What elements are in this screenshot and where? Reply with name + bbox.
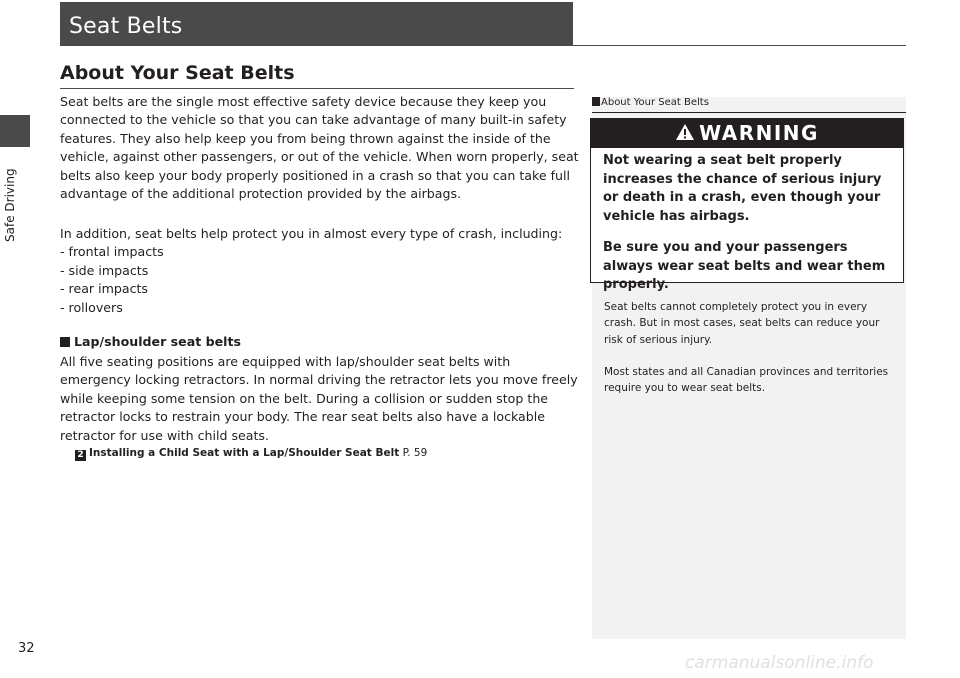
section-title: About Your Seat Belts — [60, 62, 295, 84]
warning-box — [590, 118, 904, 292]
chapter-title-bar — [60, 2, 573, 46]
watermark: carmanualsonline.info — [685, 653, 874, 673]
note-marker-icon — [592, 97, 600, 106]
paragraph-crash-types — [60, 225, 580, 317]
sidebar-header — [592, 97, 906, 108]
list-item: - frontal impacts — [60, 244, 164, 260]
warning-text-2: Be sure you and your passengers always wear seat belts and wear them properly. — [603, 240, 886, 292]
warning-text-1: Not wearing a seat belt properly increases the chance of serious injury or death in a crash, even though your vehicle has airbags. — [603, 153, 882, 224]
warning-word: WARNING — [699, 121, 819, 145]
warning-triangle-icon — [675, 123, 695, 145]
section-rule — [60, 88, 574, 89]
sidebar-header-text: About Your Seat Belts — [601, 97, 709, 108]
xref-page: P. 59 — [402, 447, 428, 459]
reference-arrow-icon: 2 — [75, 450, 86, 461]
xref-label[interactable]: Installing a Child Seat with a Lap/Shoulder Seat Belt — [89, 447, 400, 459]
list-item: - rear impacts — [60, 281, 148, 297]
paragraph-intro: Seat belts are the single most effective safety device because they keep you connected to the vehicle so that you can take advantage of many built-in safety features. They also help keep you from being thrown against the inside of the vehicle, against other passengers, or out of the vehicle. When worn properly, seat belts also keep your body properly positioned in a crash so that you can take full advantage of the additional protection provided by the airbags. — [60, 94, 579, 202]
sidebar-note-1: Seat belts cannot completely protect you in every crash. But in most cases, seat belts can reduce your risk of serious injury. — [604, 301, 880, 346]
subheading — [60, 334, 241, 349]
chapter-side-tab — [0, 115, 30, 147]
square-bullet-icon — [60, 337, 70, 347]
chapter-title: Seat Belts — [69, 14, 183, 39]
list-item: - side impacts — [60, 262, 149, 278]
cross-reference-link[interactable] — [75, 447, 427, 461]
sidebar-header-rule — [592, 112, 906, 113]
chapter-rule — [573, 45, 906, 46]
page-number: 32 — [18, 641, 35, 656]
side-tab-label: Safe Driving — [3, 168, 17, 242]
warning-banner — [591, 119, 903, 148]
sidebar-note-2: Most states and all Canadian provinces and territories require you to wear seat belts. — [604, 366, 889, 395]
paragraph-lap-shoulder: All five seating positions are equipped with lap/shoulder seat belts with emergency locking retractors. In normal driving the retractor lets you move freely while keeping some tension on the belt. During a collision or sudden stop the retractor locks to restrain your body. The rear seat belts also have a lockable retractor for use with child seats. — [60, 354, 578, 443]
subheading-text: Lap/shoulder seat belts — [74, 334, 242, 349]
list-item: - rollovers — [60, 299, 123, 315]
crash-types-intro: In addition, seat belts help protect you in almost every type of crash, including: — [60, 226, 563, 241]
